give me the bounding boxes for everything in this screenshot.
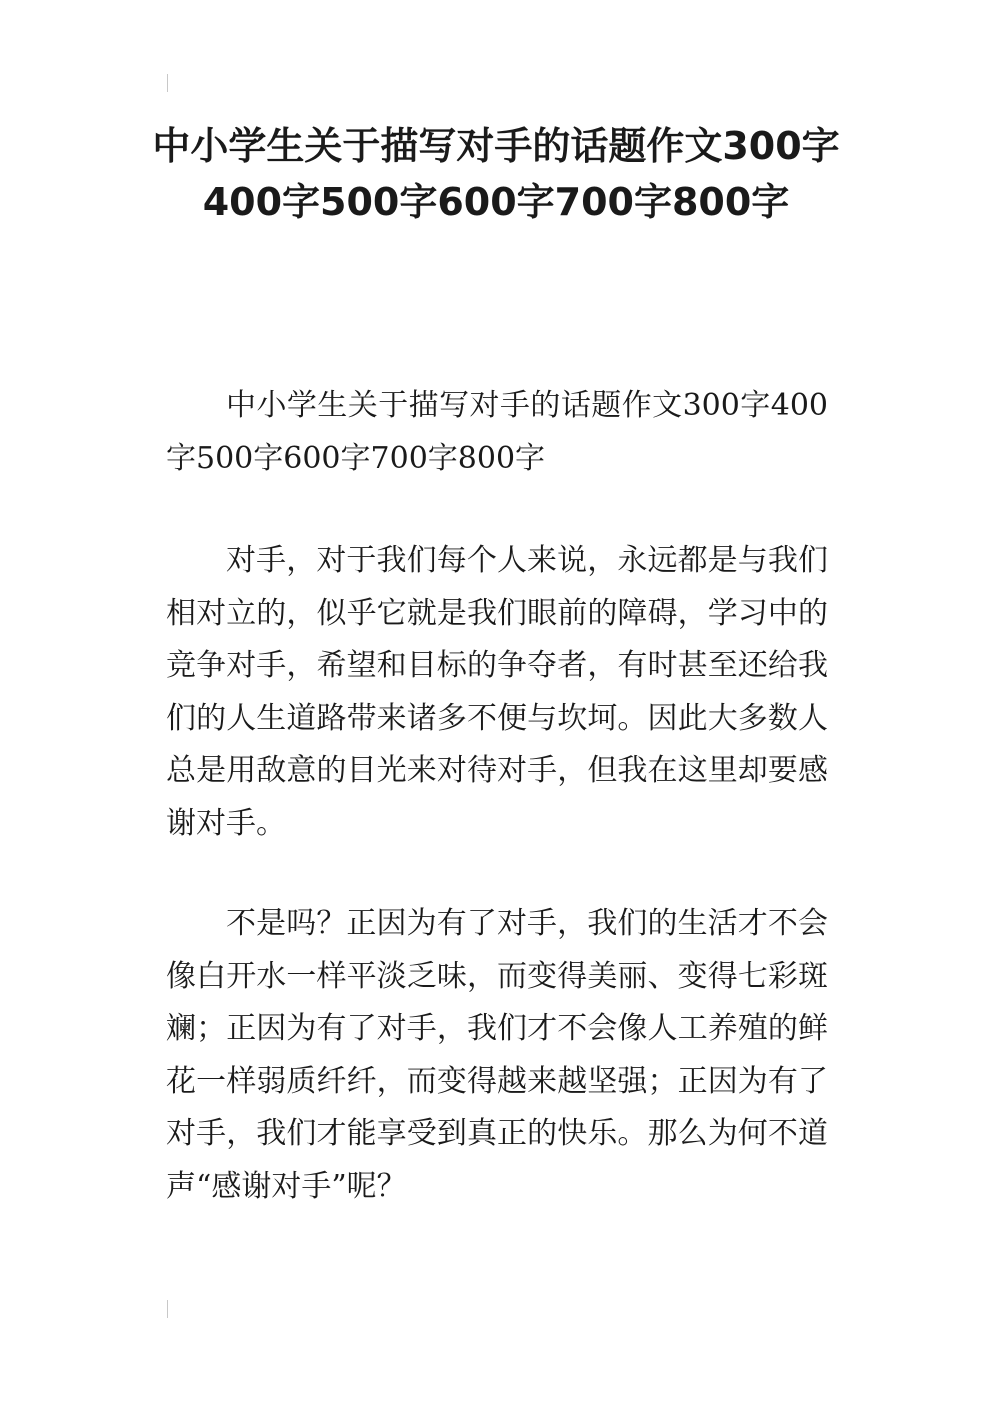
- paragraph-2: 不是吗？正因为有了对手，我们的生活才不会像白开水一样平淡乏味，而变得美丽、变得七彩斑斓；正因为有了对手，我们才不会像人工养殖的鲜花一样弱质纤纤，而变得越来越坚强；正因为有了对手，我们才能享受到真正的快乐。那么为何不道声“感谢对手”呢？: [166, 906, 828, 1204]
- paragraph-1: 对手，对于我们每个人来说，永远都是与我们相对立的，似乎它就是我们眼前的障碍，学习中的竞争对手，希望和目标的争夺者，有时甚至还给我们的人生道路带来诸多不便与坎坷。因此大多数人总是用敌意的目光来对待对手，但我在这里却要感谢对手。: [166, 543, 828, 841]
- paragraph-intro: 中小学生关于描写对手的话题作文300字400字500字600字700字800字: [166, 388, 828, 476]
- page-corner-mark-bottom: [167, 1300, 168, 1318]
- page-corner-mark-top: [167, 74, 168, 92]
- document-title: 中小学生关于描写对手的话题作文300字400字500字600字700字800字: [152, 124, 840, 224]
